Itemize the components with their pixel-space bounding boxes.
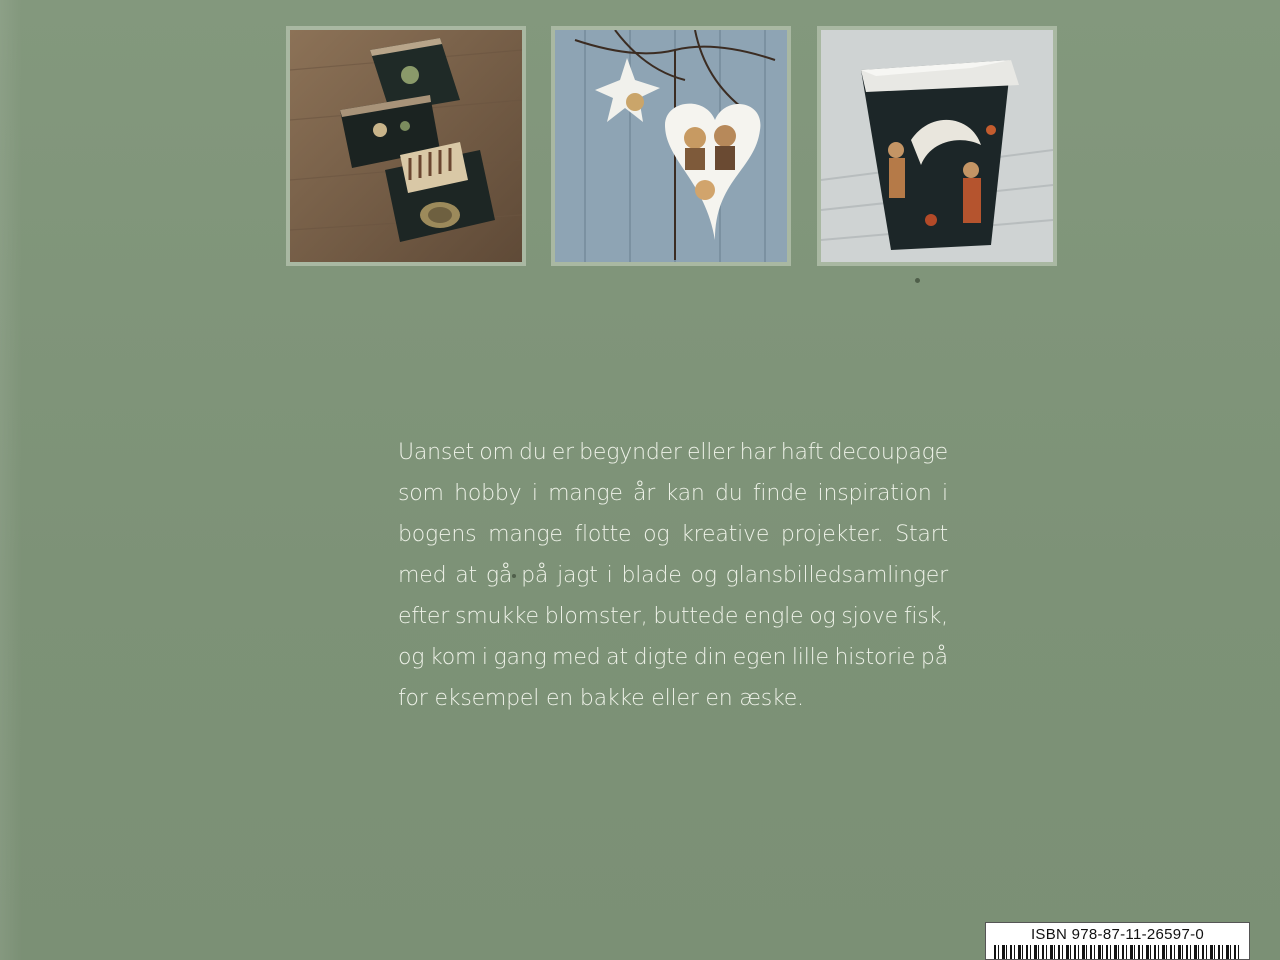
- description-word: og: [809, 604, 836, 629]
- description-word: din: [693, 645, 728, 670]
- description-word: du: [518, 440, 547, 465]
- isbn-number: ISBN 978-87-11-26597-0: [1030, 926, 1205, 943]
- description-word: lille: [791, 645, 829, 670]
- description-word: kom: [429, 645, 477, 670]
- description-word: eller: [687, 440, 735, 465]
- description-word: i: [606, 563, 613, 588]
- description-word: begynder: [579, 440, 682, 465]
- description-word: projekter.: [780, 522, 884, 547]
- cover-speck: [915, 278, 920, 283]
- cover-speck: [512, 574, 516, 578]
- description-word: for eksempel en bakke eller en æske.: [398, 686, 804, 711]
- isbn-barcode-label: [985, 922, 1250, 960]
- description-line: [398, 637, 948, 678]
- description-word: flotte: [574, 522, 632, 547]
- description-word: fisk,: [903, 604, 948, 629]
- description-line: [398, 596, 948, 637]
- description-word: haft: [780, 440, 824, 465]
- description-word: blade: [621, 563, 682, 588]
- description-word: blomster,: [544, 604, 648, 629]
- description-word: at: [455, 563, 477, 588]
- description-line: [398, 678, 948, 719]
- description-word: mange: [488, 522, 563, 547]
- description-word: bogens: [398, 522, 477, 547]
- description-word: i: [531, 481, 538, 506]
- description-word: mange: [548, 481, 623, 506]
- description-line: [398, 432, 948, 473]
- description-word: gå: [485, 563, 513, 588]
- description-word: om: [479, 440, 514, 465]
- description-text: [398, 432, 948, 719]
- description-word: gang: [493, 645, 547, 670]
- description-word: kan: [665, 481, 705, 506]
- description-word: sjove: [841, 604, 898, 629]
- description-word: hobby: [454, 481, 522, 506]
- description-word: buttede: [653, 604, 739, 629]
- description-word: Start: [895, 522, 948, 547]
- description-word: er: [551, 440, 574, 465]
- description-word: decoupage: [828, 440, 948, 465]
- matchbox-decoupage-photo: [286, 26, 526, 266]
- description-word: efter: [398, 604, 450, 629]
- description-word: i: [481, 645, 488, 670]
- description-word: har: [739, 440, 776, 465]
- decorated-wastebasket-photo: [817, 26, 1057, 266]
- description-word: inspiration: [817, 481, 932, 506]
- description-word: Uanset: [398, 440, 474, 465]
- description-word: og: [398, 645, 425, 670]
- description-word: finde: [752, 481, 808, 506]
- description-word: digte: [633, 645, 689, 670]
- description-word: i: [941, 481, 948, 506]
- description-line: [398, 514, 948, 555]
- description-word: smukke: [454, 604, 539, 629]
- description-line: [398, 555, 948, 596]
- angel-ornaments-photo: [551, 26, 791, 266]
- description-word: egen: [732, 645, 787, 670]
- description-line: [398, 473, 948, 514]
- description-word: jagt: [557, 563, 598, 588]
- description-word: og: [690, 563, 717, 588]
- description-word: på: [521, 563, 549, 588]
- description-word: på: [920, 645, 948, 670]
- description-word: og: [643, 522, 670, 547]
- description-word: engle: [744, 604, 804, 629]
- description-word: kreative: [681, 522, 770, 547]
- description-word: med: [398, 563, 447, 588]
- description-word: historie: [834, 645, 916, 670]
- description-word: år: [633, 481, 656, 506]
- description-word: at: [606, 645, 628, 670]
- description-word: glansbilledsamlinger: [725, 563, 948, 588]
- description-word: du: [715, 481, 743, 506]
- description-word: med: [552, 645, 601, 670]
- barcode-icon: [994, 945, 1241, 959]
- description-word: som: [398, 481, 444, 506]
